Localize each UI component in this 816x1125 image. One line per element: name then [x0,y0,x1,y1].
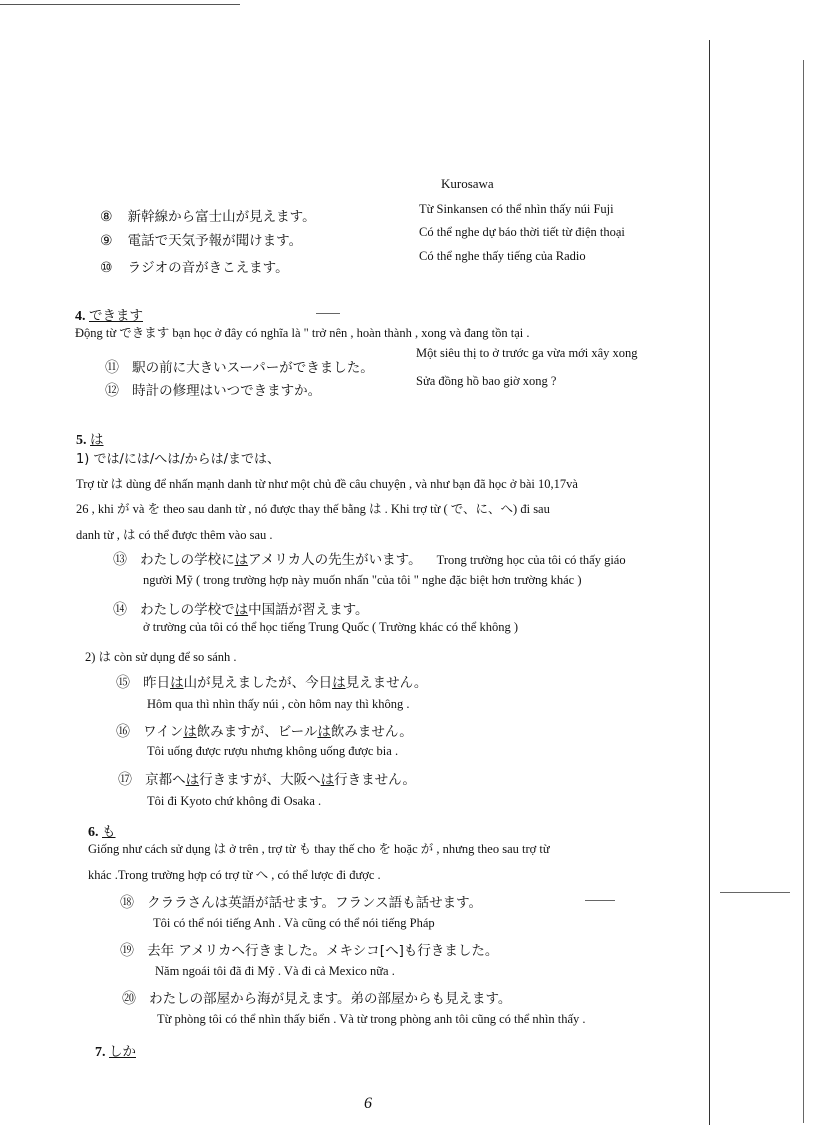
example-13 [113,549,626,569]
section-keyword: しか [109,1044,136,1060]
example-19 [120,940,498,960]
example-inline-translation: Trong trường học của tôi có thấy giáo [436,553,626,567]
section-5-subheading-1: 1) では/には/へは/からは/までは、 [76,452,280,467]
example-number: ⑪ [105,360,119,376]
example-18 [120,892,482,912]
example-18-translation: Tôi có thể nói tiếng Anh . Và cũng có thể nói tiếng Pháp [153,916,435,930]
example-jp: 駅の前に大きいスーパーができました。 [132,360,374,376]
section-keyword: は [90,432,104,448]
section-number: 5. [76,433,87,448]
section-7-heading [95,1044,136,1062]
example-jp: ラジオの音がきこえます。 [127,260,289,276]
example-17-translation: Tôi đi Kyoto chứ không đi Osaka . [147,794,322,808]
example-9-translation: Có thể nghe dự báo thời tiết từ điện thoại [419,225,625,239]
section-6-desc-line1: Giống như cách sử dụng は ở trên , trợ từ も thay thế cho を hoặc が , nhưng theo sau trợ từ [88,842,550,856]
example-jp: わたしの学校では中国語が習えます。 [140,602,369,618]
section-5-desc-line3: danh từ , は có thể được thêm vào sau . [76,528,273,542]
stray-mark [720,892,790,893]
section-5-desc-line1: Trợ từ は dùng để nhấn mạnh danh từ như một chủ đề câu chuyện , và như bạn đã học ở bài 10,17và [76,477,578,491]
section-number: 4. [75,309,86,324]
example-jp: 京都へは行きますが、大阪へは行きません。 [145,772,416,788]
example-number: ⑭ [113,602,127,618]
example-jp: ワインは飲みますが、ビールは飲みません。 [143,724,413,740]
section-number: 7. [95,1045,106,1060]
section-6-heading [88,824,116,842]
example-19-translation: Năm ngoái tôi đã đi Mỹ . Và đi cả Mexico nữa . [155,964,395,978]
section-number: 6. [88,825,99,840]
example-14-translation: ở trường của tôi có thể học tiếng Trung Quốc ( Trường khác có thể không ) [143,620,518,634]
example-15-translation: Hôm qua thì nhìn thấy núi , còn hôm nay thì không . [147,697,410,711]
example-number: ⑬ [113,552,127,568]
example-17 [118,769,416,789]
example-number: ⑩ [100,260,113,276]
section-4-heading [75,308,143,326]
stray-mark [585,900,615,901]
example-9 [100,230,302,250]
example-jp: 時計の修理はいつできますか。 [132,383,322,399]
section-5-heading [76,432,104,450]
example-16 [116,721,413,741]
example-11 [105,357,374,377]
section-keyword: も [102,824,116,840]
example-number: ⑮ [116,675,130,691]
stray-mark [316,313,340,314]
section-5-desc-line2: 26 , khi が và を theo sau danh từ , nó được thay thế bằng は . Khi trợ từ ( で、に、へ) đi sau [76,502,550,516]
example-16-translation: Tôi uống được rượu nhưng không uống được bia . [147,744,399,758]
example-13-translation: người Mỹ ( trong trường hợp này muốn nhấn "của tôi " nghe đặc biệt hơn trường khác ) [143,573,582,587]
example-10-translation: Có thể nghe thấy tiếng của Radio [419,249,586,263]
right-edge-line [803,60,804,1123]
example-jp: 電話で天気予報が聞けます。 [127,233,303,249]
example-jp: クララさんは英語が話せます。フランス語も話せます。 [147,895,483,911]
example-number: ⑱ [120,895,134,911]
example-12 [105,380,321,400]
example-jp: 昨日は山が見えましたが、今日は見えません。 [143,675,428,691]
example-jp: わたしの学校にはアメリカ人の先生がいます。 [140,552,422,568]
right-margin-line [709,40,710,1125]
example-20 [122,988,511,1008]
section-5-subheading-2: 2) は còn sử dụng để so sánh . [85,650,237,664]
example-12-translation: Sửa đồng hồ bao giờ xong ? [416,374,557,388]
example-number: ⑯ [116,724,130,740]
example-number: ⑳ [122,991,136,1007]
example-8-translation: Từ Sinkansen có thể nhìn thấy núi Fuji [419,202,614,216]
example-8 [100,206,316,226]
section-4-description: Động từ できます bạn học ở đây có nghĩa là " trở nên , hoàn thành , xong và đang tồn tại . [75,326,530,340]
example-number: ⑨ [100,233,113,249]
example-number: ⑰ [118,772,132,788]
page-number: 6 [364,1095,372,1112]
example-11-translation: Một siêu thị to ở trước ga vừa mới xây xong [416,346,638,360]
section-6-desc-line2: khác .Trong trường hợp có trợ từ へ , có thể lược đi được . [88,868,381,882]
section-keyword: できます [89,308,143,324]
example-10 [100,257,289,277]
example-jp: 去年 アメリカへ行きました。メキシコ[へ]も行きました。 [147,943,499,959]
example-20-translation: Từ phòng tôi có thể nhìn thấy biển . Và từ trong phòng anh tôi cũng có thể nhìn thấy . [157,1012,586,1026]
header-name: Kurosawa [441,176,494,191]
example-14 [113,599,369,619]
example-number: ⑧ [100,209,113,225]
top-rule [0,4,240,5]
example-15 [116,672,427,692]
example-jp: 新幹線から富士山が見えます。 [127,209,316,225]
example-number: ⑫ [105,383,119,399]
example-jp: わたしの部屋から海が見えます。弟の部屋からも見えます。 [149,991,512,1007]
example-number: ⑲ [120,943,134,959]
